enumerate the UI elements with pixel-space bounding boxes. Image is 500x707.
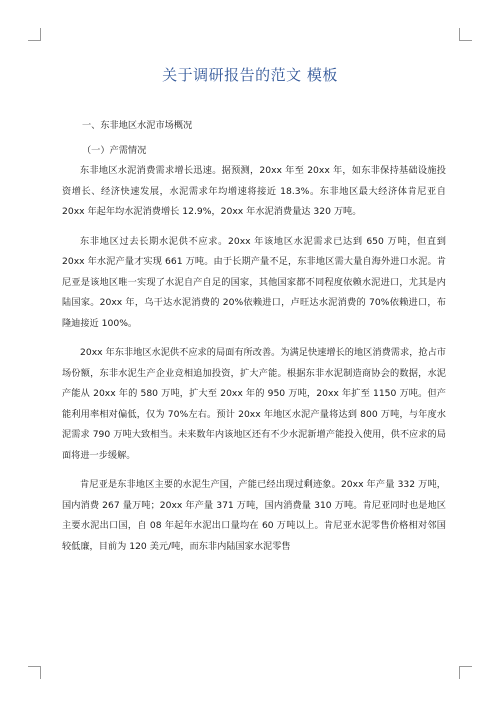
subsection-heading: （一）产需情况 xyxy=(82,145,147,156)
document-body xyxy=(62,161,446,566)
paragraph-3: 20xx 年东非地区水泥供不应求的局面有所改善。为满足快速增长的地区消费需求，抢占市场份额，东非水泥生产企业竞相追加投资，扩大产能。根据东非水泥制造商协会的数据，水泥产能从 20xx 年的 580 万吨，扩大至 20xx 年的 950 万吨，20xx 年扩至 1150 万吨。但产能利用率相对偏低，仅为 70%左右。预计 20xx 年地区水泥产量将达到 800 万吨，与年度水泥需求 790 万吨大致相当。未来数年内该地区还有不少水泥新增产能投入使用，供不应求的局面将进一步缓解。 xyxy=(62,347,446,461)
paragraph-2: 东非地区过去长期水泥供不应求。20xx 年该地区水泥需求已达到 650 万吨，但直到 20xx 年水泥产量才实现 661 万吨。由于长期产量不足，东非地区需大量自海外进口水泥。肯尼亚是该地区唯一实现了水泥自产自足的国家，其他国家都不同程度依赖水泥进口，尤其是内陆国家。20xx 年，乌干达水泥消费的 20%依赖进口，卢旺达水泥消费的 70%依赖进口，布隆迪接近 100%。 xyxy=(62,235,446,329)
paragraph-1: 东非地区水泥消费需求增长迅速。据预测，20xx 年至 20xx 年，如东非保持基础设施投资增长、经济快速发展，水泥需求年均增速将接近 18.3%。东非地区最大经济体肯尼亚自 20xx 年起年均水泥消费增长 12.9%，20xx 年水泥消费量达 320 万吨。 xyxy=(62,165,446,217)
crop-mark-top-right xyxy=(459,28,472,41)
section-heading: 一、东非地区水泥市场概况 xyxy=(82,120,193,131)
crop-mark-bottom-left xyxy=(28,666,41,679)
crop-mark-bottom-right xyxy=(459,666,472,679)
paragraph-4: 肯尼亚是东非地区主要的水泥生产国，产能已经出现过剩迹象。20xx 年产量 332 万吨，国内消费 267 量万吨；20xx 年产量 371 万吨，国内消费量 310 万吨。肯尼亚同时也是地区主要水泥出口国，自 08 年起年水泥出口量均在 60 万吨以上。肯尼亚水泥零售价格相对邻国较低廉，目前为 120 美元/吨，而东非内陆国家水泥零售 xyxy=(62,479,446,552)
document-title: 关于调研报告的范文 模板 xyxy=(162,66,338,84)
crop-mark-top-left xyxy=(28,28,41,41)
